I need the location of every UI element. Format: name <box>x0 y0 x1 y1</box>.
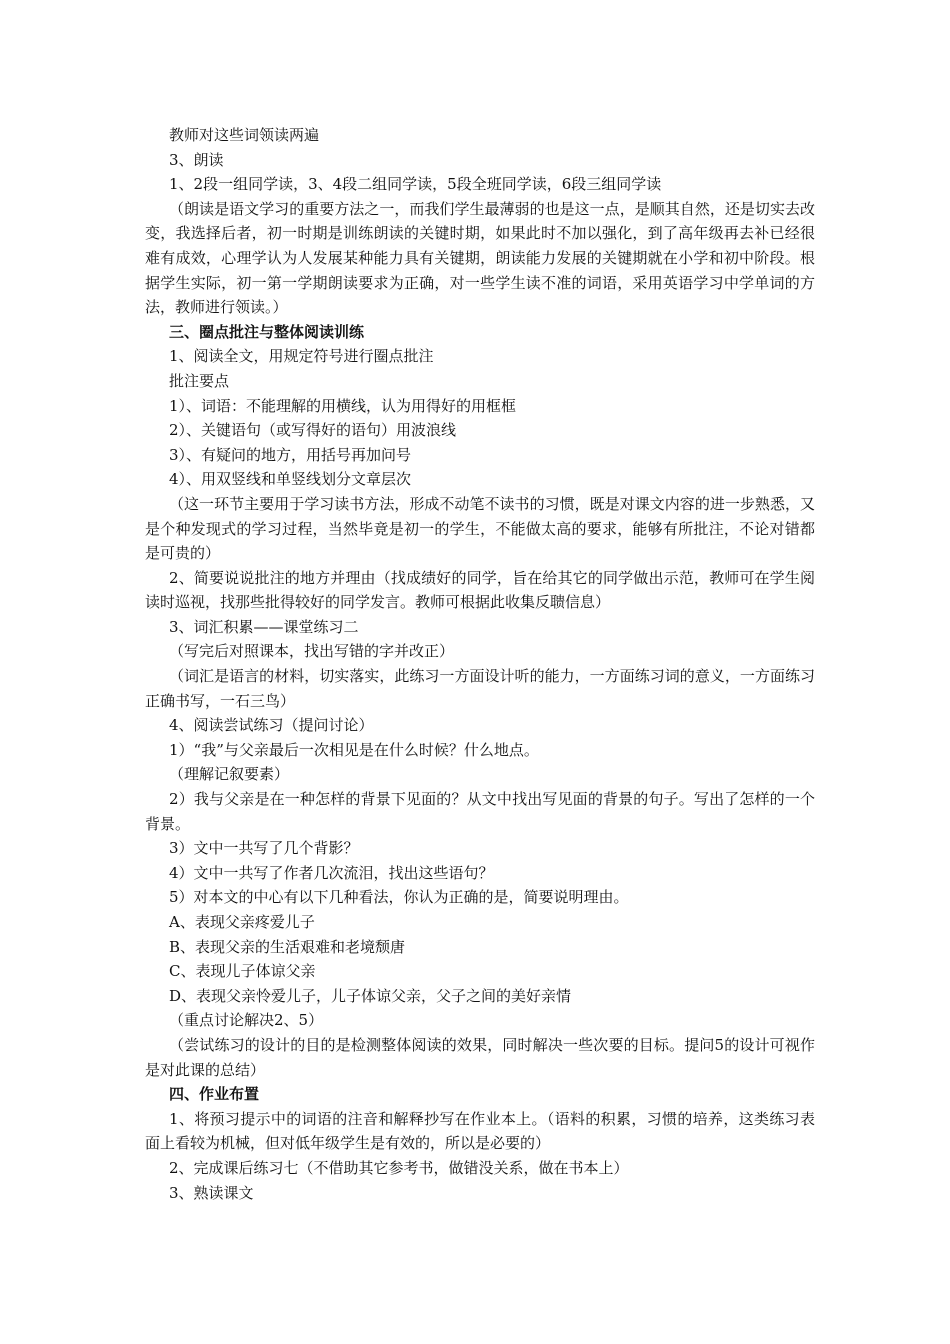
section-heading: 三、圈点批注与整体阅读训练 <box>169 322 365 341</box>
paragraph: 4）文中一共写了作者几次流泪，找出这些语句？ <box>169 863 494 882</box>
paragraph: 3）、有疑问的地方，用括号再加问号 <box>169 445 412 464</box>
paragraph: 5）对本文的中心有以下几种看法，你认为正确的是，简要说明理由。 <box>169 888 629 907</box>
paragraph: 1、将预习提示中的词语的注音和解释抄写在作业本上。（语料的积累，习惯的培养，这类练习表面上看较为机械，但对低年级学生是有效的，所以是必要的） <box>145 1109 815 1153</box>
paragraph: （词汇是语言的材料，切实落实，此练习一方面设计听的能力，一方面练习词的意义，一方面练习正确书写，一石三鸟） <box>145 667 815 710</box>
paragraph: 1）“我”与父亲最后一次相见是在什么时候？什么地点。 <box>169 740 539 759</box>
paragraph: 教师对这些词领读两遍 <box>169 126 320 144</box>
paragraph: 2、简要说说批注的地方并理由（找成绩好的同学，旨在给其它的同学做出示范，教师可在学生阅读时巡视，找那些批得较好的同学发言。教师可根据此收集反聩信息） <box>145 568 815 612</box>
paragraph: D、表现父亲怜爱儿子，儿子体谅父亲，父子之间的美好亲情 <box>169 986 572 1005</box>
section-heading: 四、作业布置 <box>169 1085 260 1104</box>
paragraph: 4）、用双竖线和单竖线划分文章层次 <box>169 470 412 489</box>
paragraph: C、表现儿子体谅父亲 <box>169 962 316 981</box>
paragraph: 4、阅读尝试练习（提问讨论） <box>169 716 374 735</box>
paragraph: 批注要点 <box>169 371 230 390</box>
paragraph: 2）我与父亲是在一种怎样的背景下见面的？从文中找出写见面的背景的句子。写出了怎样的一个背景。 <box>145 790 815 833</box>
paragraph: 3、词汇积累——课堂练习二 <box>169 617 359 636</box>
paragraph: 2）、关键语句（或写得好的语句）用波浪线 <box>169 421 457 440</box>
paragraph: （这一环节主要用于学习读书方法，形成不动笔不读书的习惯，既是对课文内容的进一步熟悉，又是个种发现式的学习过程，当然毕竟是初一的学生，不能做太高的要求，能够有所批注，不论对错都是可贵的） <box>145 494 815 563</box>
paragraph: 2、完成课后练习七（不借助其它参考书，做错没关系，做在书本上） <box>169 1158 629 1177</box>
document-body <box>145 123 815 1205</box>
paragraph: 3）文中一共写了几个背影？ <box>169 839 359 858</box>
paragraph: （写完后对照课本，找出写错的字并改正） <box>169 642 455 661</box>
paragraph: 1）、词语：不能理解的用横线，认为用得好的用框框 <box>169 396 517 415</box>
paragraph: （重点讨论解决2、5） <box>169 1011 324 1030</box>
paragraph: 3、熟读课文 <box>169 1183 254 1202</box>
paragraph: 1、阅读全文，用规定符号进行圈点批注 <box>169 347 434 366</box>
paragraph: B、表现父亲的生活艰难和老境颓唐 <box>169 937 406 956</box>
paragraph: A、表现父亲疼爱儿子 <box>169 913 315 931</box>
paragraph: （尝试练习的设计的目的是检测整体阅读的效果，同时解决一些次要的目标。提问5的设计可视作是对此课的总结） <box>145 1035 815 1079</box>
paragraph: （朗读是语文学习的重要方法之一，而我们学生最薄弱的也是这一点，是顺其自然，还是切实去改变，我选择后者，初一时期是训练朗读的关键时期，如果此时不加以强化，到了高年级再去补已经很难有成效，心理学认为人发展某种能力具有关键期，朗读能力发展的关键期就在小学和初中阶段。根据学生实际，初一第一学期朗读要求为正确，对一些学生读不准的词语，采用英语学习中学单词的方法，教师进行领读。） <box>145 199 815 317</box>
paragraph: 1、2段一组同学读，3、4段二组同学读，5段全班同学读，6段三组同学读 <box>169 175 662 194</box>
paragraph: （理解记叙要素） <box>169 765 290 784</box>
paragraph: 3、朗读 <box>169 150 224 169</box>
